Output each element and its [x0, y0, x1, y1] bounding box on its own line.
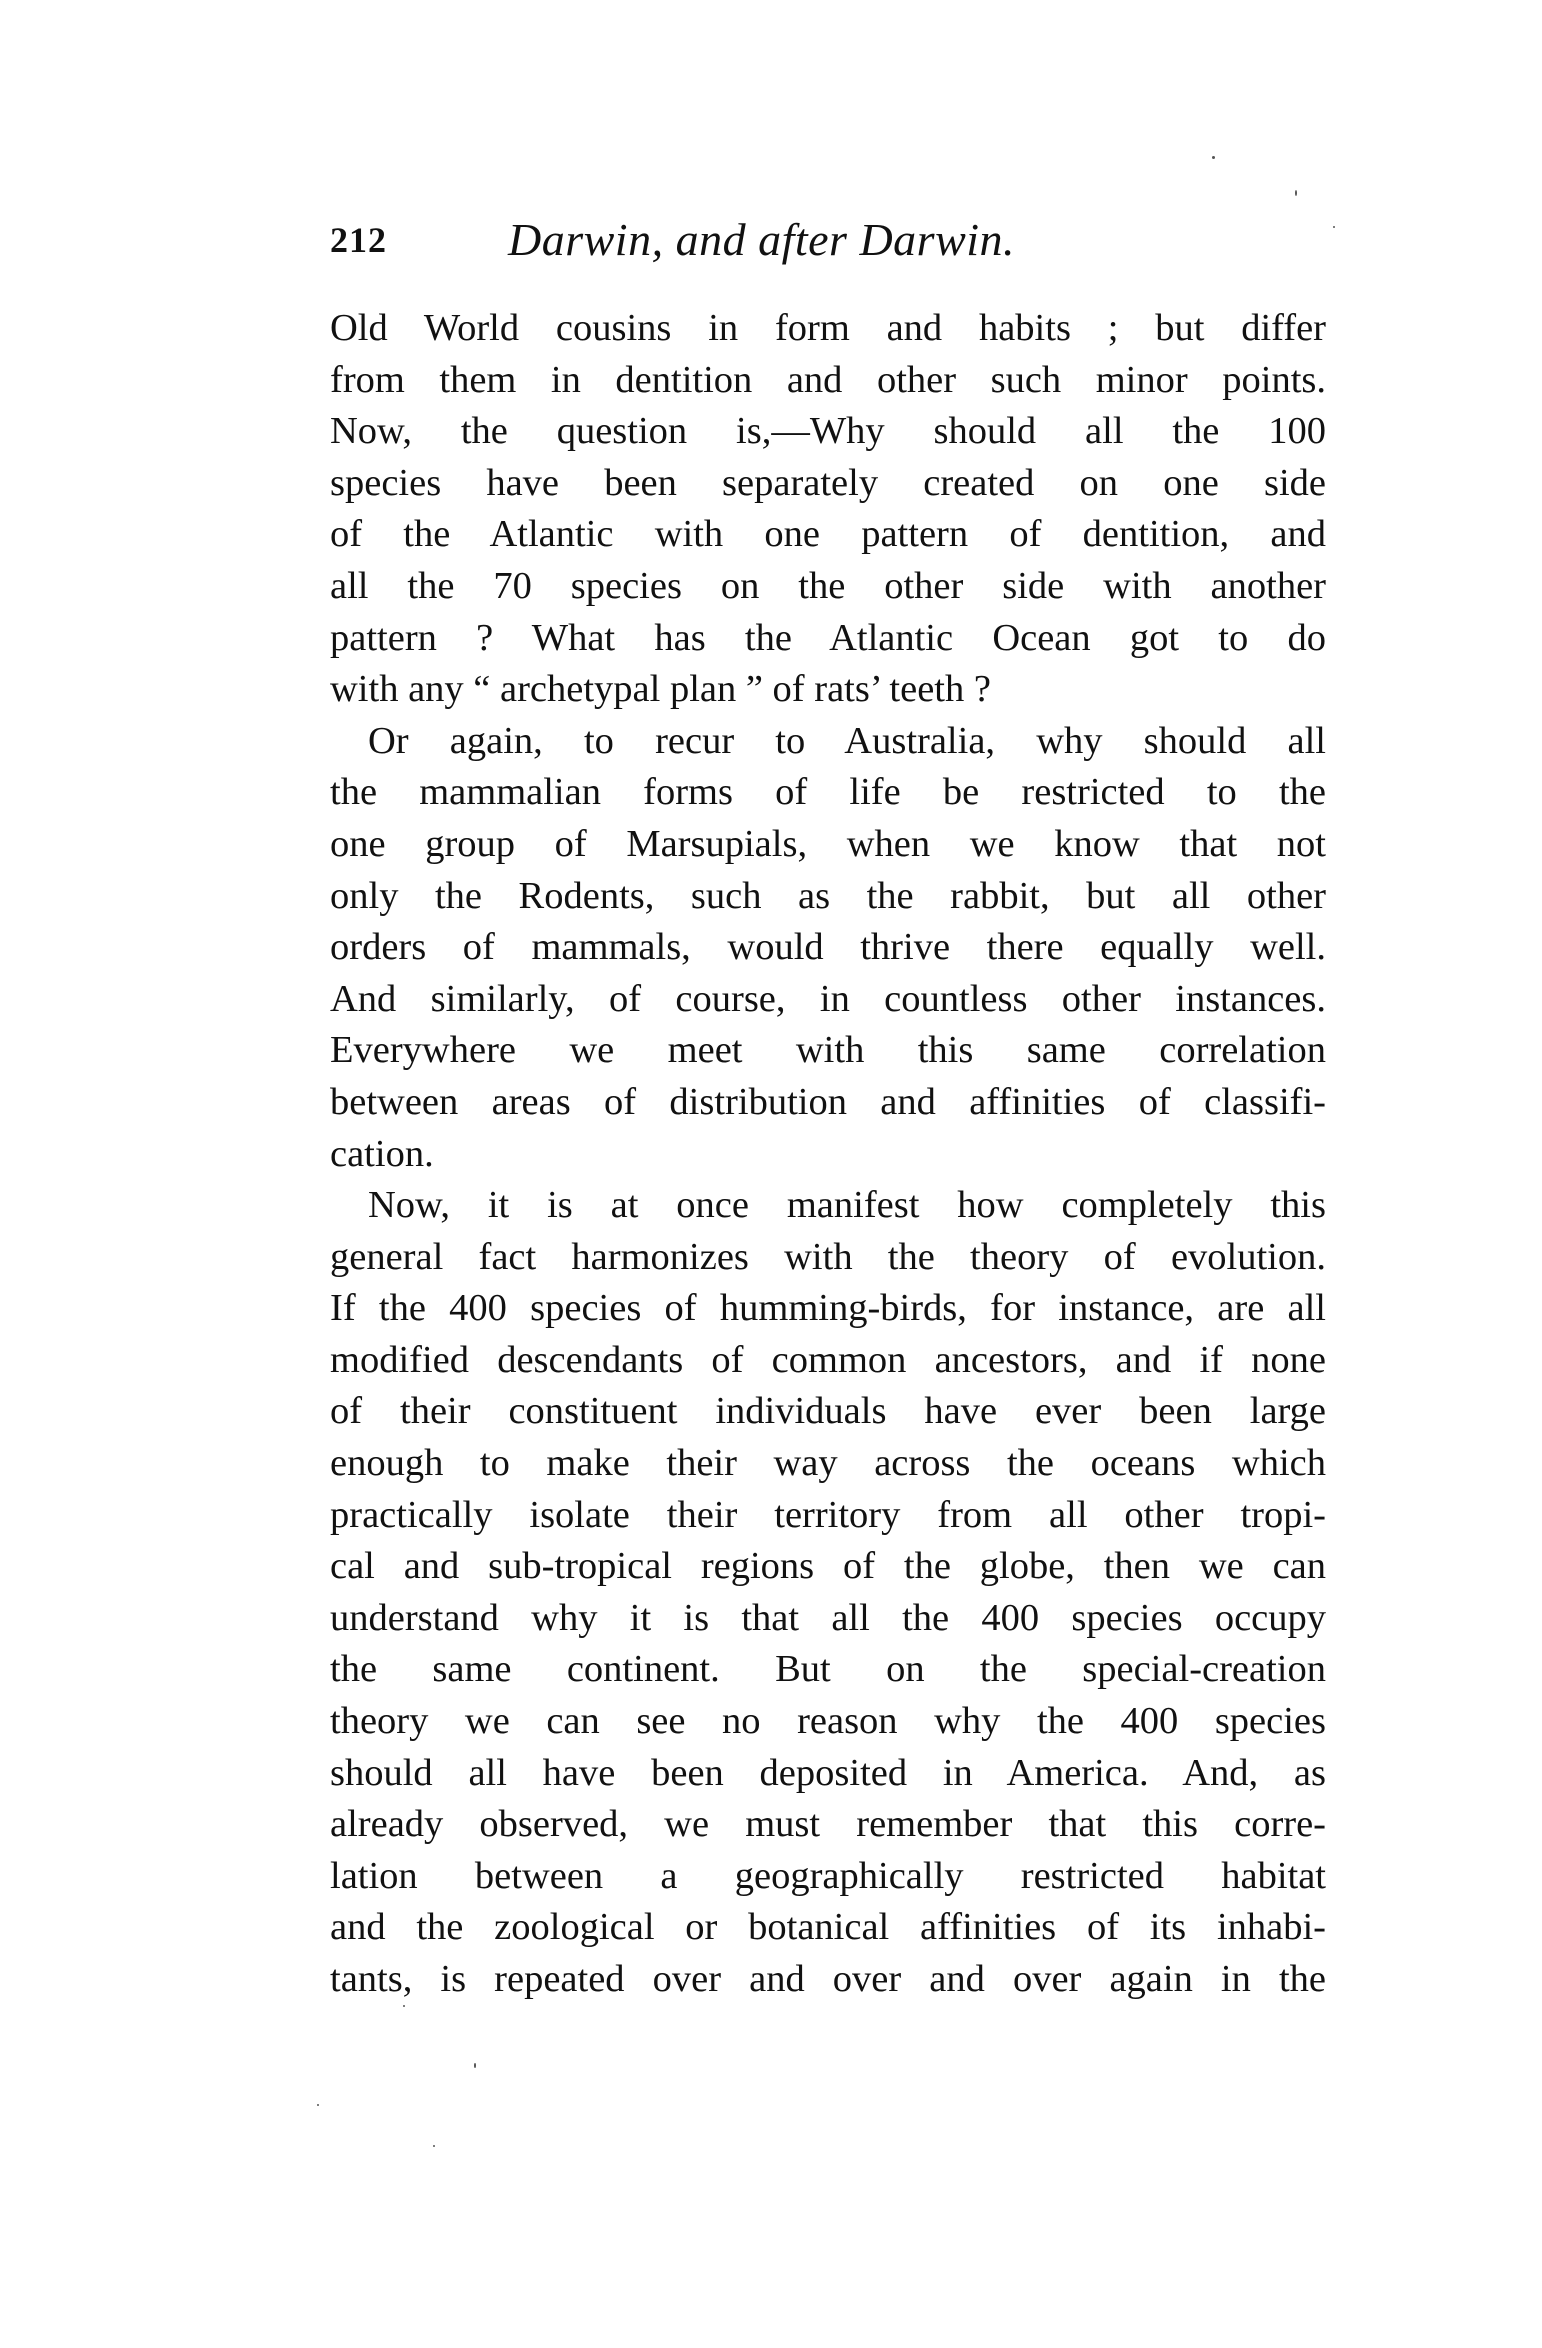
scan-speck: [403, 2005, 405, 2007]
text-line: pattern ? What has the Atlantic Ocean got to do: [330, 616, 1326, 659]
scan-speck: [1295, 190, 1297, 196]
text-line: Or again, to recur to Australia, why should all: [368, 719, 1326, 762]
text-line: with any “ archetypal plan ” of rats’ teeth ?: [330, 668, 991, 711]
text-line: Everywhere we meet with this same correlation: [330, 1029, 1326, 1072]
text-line: of their constituent individuals have ever been large: [330, 1390, 1326, 1433]
text-line: Now, the question is,—Why should all the 100: [330, 410, 1326, 453]
text-line: understand why it is that all the 400 species occupy: [330, 1596, 1326, 1639]
text-line: theory we can see no reason why the 400 species: [330, 1700, 1326, 1743]
text-line: species have been separately created on one side: [330, 461, 1326, 504]
text-line: tants, is repeated over and over and over again in the: [330, 1958, 1326, 2000]
text-line: cation.: [330, 1132, 434, 1175]
scan-speck: [317, 2104, 319, 2106]
running-title: Darwin, and after Darwin.: [508, 214, 1016, 265]
text-line: enough to make their way across the oceans which: [330, 1442, 1326, 1485]
scan-speck: [1333, 226, 1335, 228]
running-head: [330, 210, 1326, 270]
text-line: only the Rodents, such as the rabbit, but all other: [330, 874, 1326, 917]
text-line: should all have been deposited in America. And, as: [330, 1751, 1326, 1794]
text-line: Now, it is at once manifest how completely this: [368, 1184, 1326, 1227]
text-line: If the 400 species of humming-birds, for instance, are all: [330, 1287, 1326, 1330]
text-line: general fact harmonizes with the theory of evolution.: [330, 1235, 1326, 1278]
text-line: the mammalian forms of life be restricted to the: [330, 771, 1326, 814]
text-line: the same continent. But on the special-creation: [330, 1648, 1326, 1691]
text-line: orders of mammals, would thrive there equally well.: [330, 926, 1326, 969]
body-text: [330, 303, 1326, 2006]
text-line: and the zoological or botanical affinities of its inhabi-: [330, 1906, 1326, 1949]
text-line: one group of Marsupials, when we know that not: [330, 822, 1326, 865]
scan-speck: [474, 2063, 476, 2068]
scan-speck: [1212, 156, 1215, 159]
paragraph: [330, 716, 1326, 1180]
text-line: all the 70 species on the other side with another: [330, 564, 1326, 607]
text-line: Old World cousins in form and habits ; but differ: [330, 307, 1326, 349]
text-line: of the Atlantic with one pattern of dentition, and: [330, 513, 1326, 556]
text-line: modified descendants of common ancestors, and if none: [330, 1338, 1326, 1381]
text-line: practically isolate their territory from all other tropi-: [330, 1493, 1326, 1536]
text-line: from them in dentition and other such minor points.: [330, 358, 1326, 401]
scan-speck: [433, 2145, 435, 2147]
paragraph: [330, 303, 1326, 716]
text-line: between areas of distribution and affinities of classifi-: [330, 1080, 1326, 1123]
page-number: 212: [330, 220, 387, 260]
text-line: already observed, we must remember that this corre-: [330, 1803, 1326, 1846]
text-line: cal and sub-tropical regions of the globe, then we can: [330, 1545, 1326, 1588]
text-line: lation between a geographically restricted habitat: [330, 1854, 1326, 1897]
paragraph: [330, 1180, 1326, 2006]
text-line: And similarly, of course, in countless other instances.: [330, 977, 1326, 1020]
